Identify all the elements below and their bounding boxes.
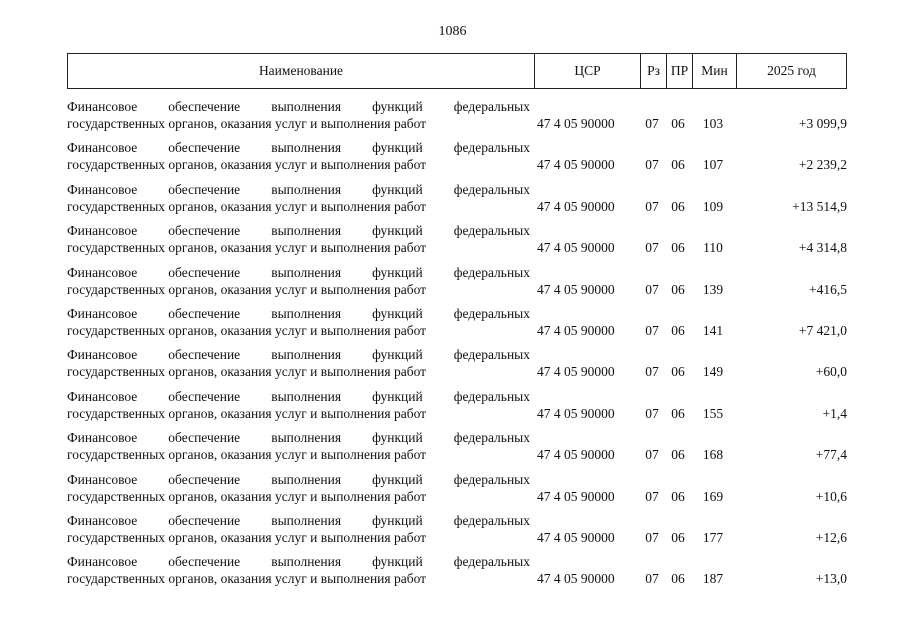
row-min: 103	[702, 116, 724, 131]
row-name	[67, 264, 530, 298]
row-min: 169	[702, 488, 724, 504]
row-value: +416,5	[809, 281, 847, 297]
row-min: 139	[702, 281, 724, 297]
table-body	[67, 98, 847, 595]
row-value: +2 239,2	[798, 157, 847, 173]
row-value: +13,0	[815, 571, 847, 587]
row-name-line2: государственных органов, оказания услуг и выполнения работ	[67, 281, 427, 297]
row-csr: 47 4 05 90000	[537, 281, 615, 297]
table-row	[67, 346, 847, 387]
row-name-line1: Финансовое обеспечение выполнения функций федеральных	[67, 264, 530, 280]
row-name-line2: государственных органов, оказания услуг и выполнения работ	[67, 405, 427, 421]
row-csr: 47 4 05 90000	[537, 198, 615, 214]
header-name: Наименование	[258, 63, 344, 78]
row-rz: 07	[645, 157, 659, 173]
row-name-line2: государственных органов, оказания услуг и выполнения работ	[67, 488, 427, 504]
row-name-line1: Финансовое обеспечение выполнения функций федеральных	[67, 140, 530, 156]
row-pr: 06	[671, 364, 685, 380]
table-row	[67, 222, 847, 263]
row-name-line1: Финансовое обеспечение выполнения функций федеральных	[67, 181, 530, 197]
row-name	[67, 98, 530, 132]
row-min: 168	[702, 447, 724, 463]
row-name-line2: государственных органов, оказания услуг и выполнения работ	[67, 364, 427, 380]
row-pr: 06	[671, 529, 685, 545]
row-name-line1: Финансовое обеспечение выполнения функций федеральных	[67, 347, 530, 363]
table-row	[67, 512, 847, 553]
row-min: 187	[702, 571, 724, 587]
row-csr: 47 4 05 90000	[537, 405, 615, 421]
row-csr: 47 4 05 90000	[537, 488, 615, 504]
table-row	[67, 264, 847, 305]
row-csr: 47 4 05 90000	[537, 240, 615, 256]
row-csr: 47 4 05 90000	[537, 157, 615, 173]
row-name-line2: государственных органов, оказания услуг и выполнения работ	[67, 571, 427, 587]
table-row	[67, 139, 847, 180]
row-name	[67, 388, 530, 422]
row-csr: 47 4 05 90000	[537, 447, 615, 463]
row-name	[67, 139, 530, 173]
row-rz: 07	[645, 571, 659, 587]
row-min: 141	[702, 322, 724, 338]
row-name-line2: государственных органов, оказания услуг и выполнения работ	[67, 240, 427, 256]
row-pr: 06	[671, 157, 685, 173]
row-pr: 06	[671, 240, 685, 256]
row-name-line2: государственных органов, оказания услуг и выполнения работ	[67, 529, 427, 545]
row-pr: 06	[671, 571, 685, 587]
row-rz: 07	[645, 488, 659, 504]
row-pr: 06	[671, 322, 685, 338]
row-rz: 07	[645, 198, 659, 214]
header-min: Мин	[692, 54, 736, 88]
row-value: +3 099,9	[798, 116, 847, 131]
row-value: +12,6	[815, 529, 847, 545]
row-min: 177	[702, 529, 724, 545]
row-name	[67, 429, 530, 463]
row-name-line2: государственных органов, оказания услуг и выполнения работ	[67, 157, 427, 173]
row-name-line1: Финансовое обеспечение выполнения функций федеральных	[67, 554, 530, 570]
table-row	[67, 388, 847, 429]
row-value: +60,0	[815, 364, 847, 380]
table-row	[67, 305, 847, 346]
row-name-line1: Финансовое обеспечение выполнения функций федеральных	[67, 430, 530, 446]
table-row	[67, 471, 847, 512]
row-value: +7 421,0	[798, 322, 847, 338]
row-pr: 06	[671, 281, 685, 297]
row-name	[67, 346, 530, 380]
row-name	[67, 181, 530, 215]
row-csr: 47 4 05 90000	[537, 364, 615, 380]
row-name-line2: государственных органов, оказания услуг и выполнения работ	[67, 198, 427, 214]
row-name-line2: государственных органов, оказания услуг и выполнения работ	[67, 116, 427, 131]
table-header	[67, 53, 847, 89]
table-row	[67, 181, 847, 222]
header-pr: ПР	[666, 54, 692, 88]
row-rz: 07	[645, 529, 659, 545]
row-csr: 47 4 05 90000	[537, 571, 615, 587]
row-csr: 47 4 05 90000	[537, 116, 615, 131]
row-value: +1,4	[822, 405, 847, 421]
row-name-line2: государственных органов, оказания услуг и выполнения работ	[67, 447, 427, 463]
row-name-line1: Финансовое обеспечение выполнения функций федеральных	[67, 512, 530, 528]
row-name-line1: Финансовое обеспечение выполнения функций федеральных	[67, 305, 530, 321]
row-name	[67, 512, 530, 546]
row-pr: 06	[671, 405, 685, 421]
row-name	[67, 305, 530, 339]
row-rz: 07	[645, 281, 659, 297]
row-name-line1: Финансовое обеспечение выполнения функций федеральных	[67, 388, 530, 404]
row-pr: 06	[671, 488, 685, 504]
row-csr: 47 4 05 90000	[537, 322, 615, 338]
row-min: 109	[702, 198, 724, 214]
row-name-line1: Финансовое обеспечение выполнения функций федеральных	[67, 99, 530, 114]
row-name-line1: Финансовое обеспечение выполнения функций федеральных	[67, 223, 530, 239]
row-rz: 07	[645, 364, 659, 380]
header-rz: Рз	[640, 54, 666, 88]
table-row	[67, 553, 847, 594]
row-min: 149	[702, 364, 724, 380]
row-name-line2: государственных органов, оказания услуг и выполнения работ	[67, 322, 427, 338]
row-rz: 07	[645, 447, 659, 463]
row-name	[67, 222, 530, 256]
row-rz: 07	[645, 240, 659, 256]
row-value: +10,6	[815, 488, 847, 504]
row-name	[67, 471, 530, 505]
header-csr: ЦСР	[534, 54, 640, 88]
row-pr: 06	[671, 198, 685, 214]
row-pr: 06	[671, 447, 685, 463]
row-rz: 07	[645, 322, 659, 338]
row-name-line1: Финансовое обеспечение выполнения функций федеральных	[67, 471, 530, 487]
header-year: 2025 год	[736, 54, 846, 88]
table-row	[67, 429, 847, 470]
row-pr: 06	[671, 116, 685, 131]
row-min: 110	[703, 240, 723, 256]
row-value: +4 314,8	[798, 240, 847, 256]
table-row	[67, 98, 847, 139]
row-min: 107	[702, 157, 724, 173]
row-rz: 07	[645, 405, 659, 421]
row-min: 155	[702, 405, 724, 421]
row-csr: 47 4 05 90000	[537, 529, 615, 545]
page-number: 1086	[438, 24, 467, 39]
row-name	[67, 553, 530, 587]
row-rz: 07	[645, 116, 659, 131]
row-value: +13 514,9	[792, 198, 847, 214]
row-value: +77,4	[815, 447, 847, 463]
